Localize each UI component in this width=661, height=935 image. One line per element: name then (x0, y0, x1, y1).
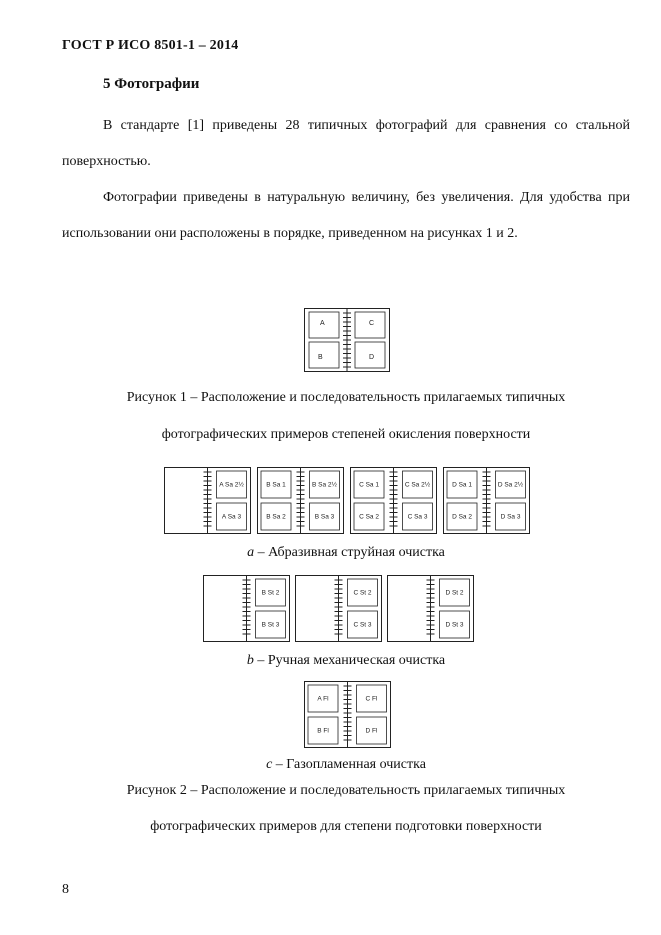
subfigure-letter-b: b (246, 653, 254, 668)
photo-label: D Fl (365, 727, 378, 735)
photo-label: B Fl (317, 727, 329, 735)
figure-2a-caption-text: – Абразивная струйная очистка (254, 545, 445, 560)
paragraph-1-text: В стандарте [1] приведены 28 типичных фотографий для сравнения со стальной поверхностью. (62, 118, 630, 169)
photo-label: B Sa 2½ (312, 481, 337, 489)
booklet (388, 576, 474, 642)
photo-label: D Sa 3 (500, 513, 521, 521)
photo-label-a: A (320, 320, 325, 327)
photo-label: B St 2 (261, 589, 280, 597)
subfigure-letter-c: c (266, 757, 273, 772)
booklet (296, 576, 382, 642)
photo-label: A Sa 3 (221, 513, 242, 521)
subfigure-letter-a: a (247, 545, 255, 560)
booklet (444, 468, 530, 534)
figure-2b-diagram (203, 575, 479, 643)
section-title: 5 Фотографии (103, 76, 200, 92)
photo-label-c: C (369, 320, 375, 327)
figure-2-caption-line-2: фотографических примеров для степени подготовки поверхности (150, 819, 542, 834)
page-number: 8 (62, 882, 69, 897)
photo-label: C Sa 2 (359, 513, 379, 521)
figure-1-diagram (304, 308, 390, 372)
paragraph-2-text: Фотографии приведены в натуральную величину, без увеличения. Для удобства при использовании они расположены в порядке, приведенном на рисунках 1 и 2. (62, 190, 630, 241)
paragraph-2 (62, 180, 630, 252)
photo-slot-b (309, 342, 339, 368)
photo-label: A Fl (317, 695, 329, 703)
photo-label: C St 3 (353, 621, 372, 629)
photo-label-b: B (318, 354, 323, 361)
paragraph-1 (62, 108, 630, 180)
figure-1-caption-line-1: Рисунок 1 – Расположение и последовательность прилагаемых типичных (126, 390, 566, 405)
photo-label: C Sa 2½ (404, 481, 431, 489)
photo-label-d: D (369, 354, 375, 361)
photo-label: B Sa 2 (266, 513, 286, 521)
booklet (165, 468, 251, 534)
document-header: ГОСТ Р ИСО 8501-1 – 2014 (62, 38, 239, 53)
figure-2b-caption-text: – Ручная механическая очистка (253, 653, 446, 668)
photo-label: B St 3 (261, 621, 280, 629)
photo-label: D Sa 1 (452, 481, 472, 489)
booklet (258, 468, 344, 534)
photo-label: C Sa 3 (407, 513, 428, 521)
photo-label: D Sa 2½ (497, 481, 524, 489)
photo-label: C St 2 (353, 589, 372, 597)
figure-2c-caption-text: – Газопламенная очистка (272, 757, 426, 772)
figure-1-caption-line-2: фотографических примеров степеней окисления поверхности (161, 427, 531, 442)
photo-label: D Sa 2 (452, 513, 472, 521)
photo-label: D St 2 (445, 589, 464, 597)
figure-2a-diagram (164, 467, 532, 535)
figure-2c-diagram (304, 681, 392, 749)
figure-2-caption-line-1: Рисунок 2 – Расположение и последовательность прилагаемых типичных (126, 783, 566, 798)
booklet (351, 468, 437, 534)
photo-label: D St 3 (445, 621, 464, 629)
booklet (204, 576, 290, 642)
figure-2a-caption (62, 545, 630, 561)
photo-label: C Sa 1 (359, 481, 379, 489)
figure-2c-caption (62, 757, 630, 773)
photo-label: B Sa 3 (314, 513, 335, 521)
photo-label: B Sa 1 (266, 481, 286, 489)
photo-label: C Fl (365, 695, 378, 703)
photo-label: A Sa 2½ (219, 481, 244, 489)
figure-2b-caption (62, 653, 630, 669)
booklet (305, 682, 391, 748)
